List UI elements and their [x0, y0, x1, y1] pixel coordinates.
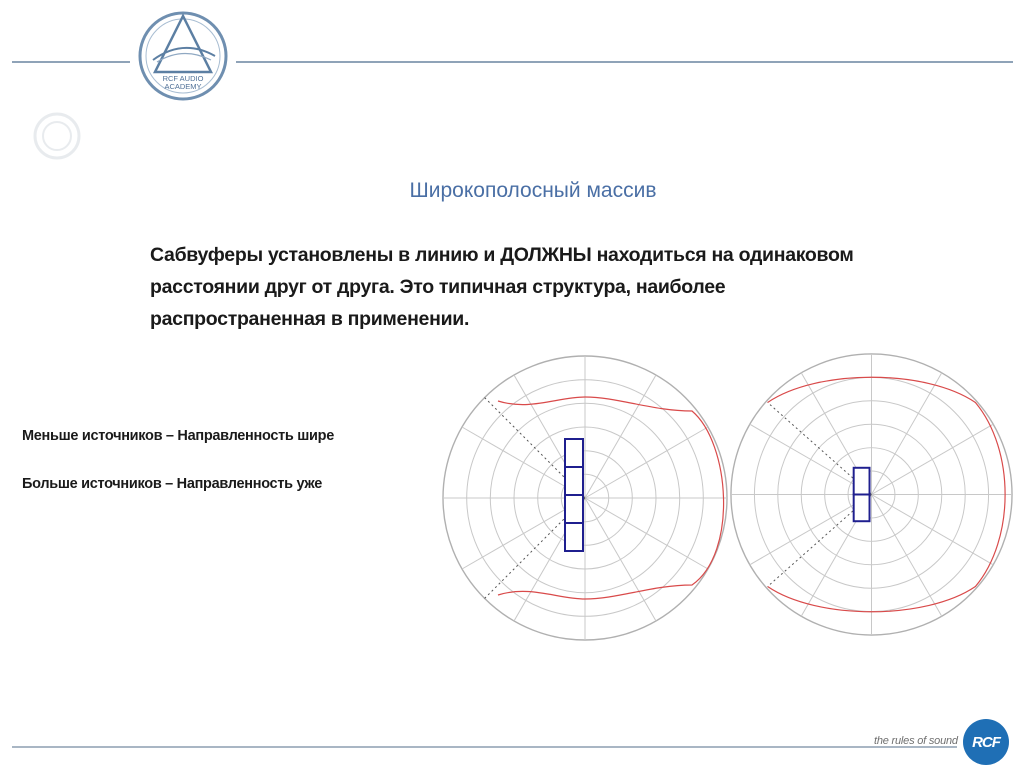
source-box	[565, 523, 583, 551]
polar-spoke	[585, 427, 708, 498]
source-box	[854, 495, 870, 522]
body-line: распространенная в применении.	[150, 308, 470, 330]
slide-title: Широкополосный массив	[409, 179, 657, 202]
footer-rule	[12, 746, 957, 748]
polar-spoke	[872, 424, 994, 494]
polar-spoke	[872, 495, 994, 565]
polar-spoke	[585, 375, 656, 498]
source-stack	[854, 468, 870, 521]
header-rule-left	[12, 61, 130, 63]
body-line: Сабвуферы установлены в линию и ДОЛЖНЫ находиться на одинаковом	[150, 244, 854, 266]
polar-diagram-two-sources	[728, 351, 1015, 638]
polar-spoke	[872, 373, 942, 495]
source-box	[565, 439, 583, 467]
source-box	[854, 468, 870, 495]
polar-spoke	[585, 498, 708, 569]
source-stack	[565, 439, 583, 551]
note-more-sources: Больше источников – Направленность уже	[22, 476, 322, 492]
watermark-emblem-icon	[32, 111, 82, 161]
source-box	[565, 495, 583, 523]
polar-spoke	[872, 495, 942, 617]
body-line: расстоянии друг от друга. Это типичная структура, наиболее	[150, 276, 726, 298]
header-rule-right	[236, 61, 1013, 63]
slide-body	[150, 239, 930, 335]
logo-line-1: RCF AUDIO	[162, 74, 204, 83]
logo-line-2: ACADEMY	[164, 82, 202, 91]
footer-tagline: the rules of sound	[874, 735, 958, 747]
polar-spoke	[585, 498, 656, 621]
rcf-academy-logo	[137, 10, 229, 102]
polar-diagram-four-sources	[440, 353, 730, 643]
rcf-logo-badge: RCF	[963, 719, 1009, 765]
note-fewer-sources: Меньше источников – Направленность шире	[22, 428, 334, 444]
source-box	[565, 467, 583, 495]
